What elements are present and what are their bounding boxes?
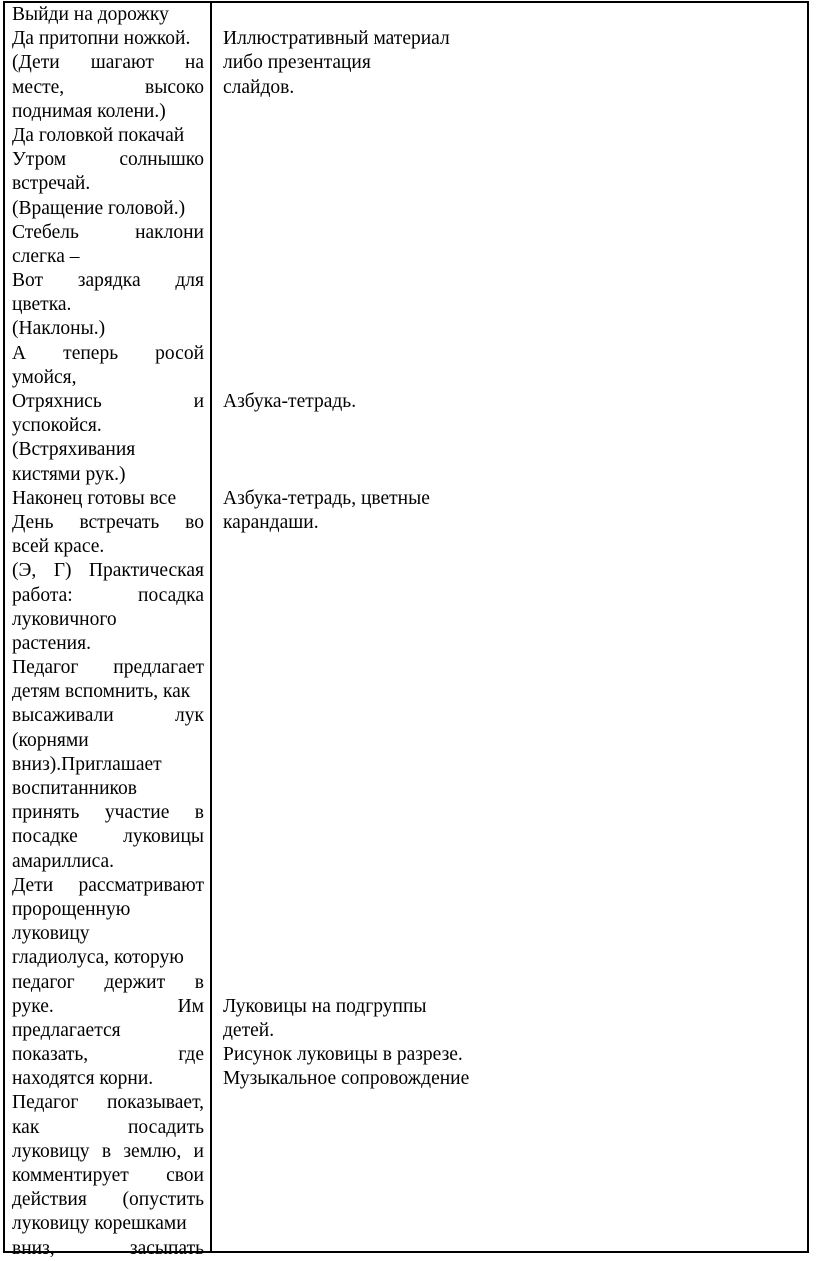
text-line: кистями рук.) bbox=[12, 463, 126, 485]
word: А bbox=[12, 342, 27, 364]
text-line bbox=[12, 1091, 204, 1115]
text-line: поднимая колени.) bbox=[12, 100, 166, 122]
text-line: Наконец готовы все bbox=[12, 487, 177, 509]
text-line bbox=[12, 342, 204, 366]
word: шагают bbox=[90, 52, 154, 74]
text-line bbox=[12, 825, 204, 849]
material-line bbox=[223, 777, 523, 801]
material-line bbox=[223, 342, 523, 366]
word: комментирует bbox=[12, 1165, 129, 1186]
word: Утром bbox=[12, 149, 67, 171]
text-line bbox=[12, 1116, 204, 1140]
text-line bbox=[12, 1140, 204, 1164]
word: на bbox=[184, 52, 204, 74]
word: Вот bbox=[12, 270, 44, 292]
text-line bbox=[12, 584, 204, 608]
word: солнышко bbox=[119, 149, 204, 171]
material-line: Азбука-тетрадь. bbox=[223, 391, 357, 412]
text-line: Выйди на дорожку bbox=[12, 4, 169, 25]
material-line bbox=[223, 898, 523, 922]
material-line bbox=[223, 874, 523, 898]
word: зарядка bbox=[77, 270, 141, 292]
text-line bbox=[12, 995, 204, 1019]
text-line bbox=[12, 269, 204, 293]
word: теперь bbox=[63, 342, 119, 364]
material-line: либо презентация bbox=[223, 52, 371, 74]
text-line: слегка – bbox=[12, 245, 80, 267]
text-line: цветка. bbox=[12, 294, 72, 316]
word: наклони bbox=[135, 221, 204, 243]
text-line bbox=[12, 1188, 204, 1212]
text-line: Да притопни ножкой. bbox=[12, 28, 191, 50]
word: рассматривают bbox=[78, 874, 204, 896]
word: показать, bbox=[12, 1044, 89, 1066]
text-line bbox=[12, 1043, 204, 1067]
material-line bbox=[223, 197, 523, 221]
word: свои bbox=[166, 1165, 204, 1186]
word: (опустить bbox=[122, 1189, 204, 1211]
material-line bbox=[223, 535, 523, 559]
word: Г) bbox=[53, 560, 72, 582]
lesson-table bbox=[3, 1, 809, 1259]
text-line: (Вращение головой.) bbox=[12, 197, 186, 219]
text-line: предлагается bbox=[12, 1019, 121, 1041]
material-line bbox=[223, 172, 523, 196]
text-line: умойся, bbox=[12, 366, 77, 388]
word: предлагает bbox=[113, 657, 204, 679]
text-line: встречай. bbox=[12, 173, 91, 195]
material-line bbox=[223, 317, 523, 341]
material-line: карандаши. bbox=[223, 511, 319, 533]
word: Отряхнись bbox=[12, 391, 102, 412]
text-line: успокойся. bbox=[12, 415, 102, 437]
text-line: гладиолуса, которую bbox=[12, 947, 184, 969]
material-line bbox=[223, 100, 523, 124]
material-line bbox=[223, 414, 523, 438]
word: Педагог bbox=[12, 657, 79, 679]
material-line bbox=[223, 245, 523, 269]
word: участие bbox=[104, 802, 170, 824]
word: как bbox=[12, 1116, 40, 1138]
material-line bbox=[223, 559, 523, 583]
material-line: детей. bbox=[223, 1019, 275, 1041]
word: высоко bbox=[145, 76, 204, 98]
word: посадке bbox=[12, 826, 78, 848]
text-line bbox=[12, 1237, 204, 1261]
word: педагог bbox=[12, 971, 75, 993]
material-line: Луковицы на подгруппы bbox=[223, 995, 427, 1017]
material-line bbox=[223, 608, 523, 632]
text-line: луковичного bbox=[12, 608, 117, 630]
text-line: вниз).Приглашает bbox=[12, 753, 162, 775]
material-line bbox=[223, 704, 523, 728]
word: луковицы bbox=[123, 826, 204, 848]
material-line bbox=[223, 124, 523, 148]
material-line bbox=[223, 656, 523, 680]
material-line bbox=[223, 438, 523, 462]
activity-column bbox=[12, 3, 204, 1261]
word: (Э, bbox=[12, 560, 37, 582]
word: землю, bbox=[123, 1140, 182, 1162]
word: (Дети bbox=[12, 52, 60, 74]
materials-column bbox=[223, 3, 523, 1091]
word: в bbox=[194, 802, 204, 824]
material-line bbox=[223, 632, 523, 656]
word: Педагог bbox=[12, 1092, 79, 1114]
word: День bbox=[12, 511, 54, 533]
text-line bbox=[12, 656, 204, 680]
material-line bbox=[223, 946, 523, 970]
material-line bbox=[223, 729, 523, 753]
word: Стебель bbox=[12, 221, 79, 243]
word: высаживали bbox=[12, 705, 114, 727]
text-line: находятся корни. bbox=[12, 1068, 154, 1090]
material-line: слайдов. bbox=[223, 76, 295, 98]
material-line bbox=[223, 801, 523, 825]
text-line: Да головкой покачай bbox=[12, 124, 185, 146]
material-line bbox=[223, 293, 523, 317]
material-line bbox=[223, 584, 523, 608]
word: Дети bbox=[12, 874, 54, 896]
word: месте, bbox=[12, 76, 65, 98]
text-line bbox=[12, 390, 204, 414]
text-line bbox=[12, 1164, 204, 1188]
word: вниз, bbox=[12, 1237, 55, 1259]
word: встречать bbox=[79, 511, 160, 533]
text-line: амариллиса. bbox=[12, 850, 115, 872]
material-line: Азбука-тетрадь, цветные bbox=[223, 487, 430, 509]
word: в bbox=[194, 971, 204, 993]
text-line bbox=[12, 971, 204, 995]
word: и bbox=[193, 1140, 204, 1162]
text-line bbox=[12, 874, 204, 898]
text-line: растения. bbox=[12, 632, 91, 654]
material-line bbox=[223, 825, 523, 849]
text-line: луковицу корешками bbox=[12, 1213, 187, 1235]
text-line bbox=[12, 559, 204, 583]
material-line bbox=[223, 850, 523, 874]
word: и bbox=[193, 391, 204, 412]
material-line: Музыкальное сопровождение bbox=[223, 1068, 470, 1090]
word: Практическая bbox=[88, 560, 204, 582]
text-line bbox=[12, 511, 204, 535]
text-line: луковицу bbox=[12, 923, 90, 945]
word: росой bbox=[155, 342, 204, 364]
material-line bbox=[223, 922, 523, 946]
material-line: Иллюстративный материал bbox=[223, 28, 450, 50]
material-line: Рисунок луковицы в разрезе. bbox=[223, 1044, 463, 1066]
text-line bbox=[12, 148, 204, 172]
word: показывает, bbox=[106, 1092, 204, 1114]
material-line bbox=[223, 753, 523, 777]
word: во bbox=[185, 511, 204, 533]
word: лук bbox=[175, 705, 204, 727]
text-line bbox=[12, 704, 204, 728]
text-line bbox=[12, 801, 204, 825]
text-line: (корнями bbox=[12, 729, 89, 751]
word: в bbox=[101, 1140, 112, 1162]
text-line: пророщенную bbox=[12, 898, 131, 920]
text-line bbox=[12, 221, 204, 245]
material-line bbox=[223, 366, 523, 390]
word: луковицу bbox=[12, 1140, 90, 1162]
column-divider bbox=[210, 3, 212, 1251]
material-line bbox=[223, 680, 523, 704]
material-line bbox=[223, 269, 523, 293]
word: работа: bbox=[12, 584, 73, 606]
word: где bbox=[178, 1044, 204, 1066]
word: Им bbox=[177, 995, 204, 1017]
word: принять bbox=[12, 802, 80, 824]
material-line bbox=[223, 971, 523, 995]
material-line bbox=[223, 463, 523, 487]
material-line bbox=[223, 148, 523, 172]
text-line bbox=[12, 51, 204, 75]
text-line: воспитанников bbox=[12, 778, 137, 799]
material-line bbox=[223, 221, 523, 245]
text-line: (Наклоны.) bbox=[12, 318, 106, 340]
word: посадить bbox=[128, 1116, 204, 1138]
text-line: (Встряхивания bbox=[12, 439, 136, 461]
text-line bbox=[12, 76, 204, 100]
word: засыпать bbox=[129, 1237, 204, 1259]
word: руке. bbox=[12, 995, 54, 1017]
material-line bbox=[223, 3, 523, 27]
text-line: всей красе. bbox=[12, 536, 105, 558]
word: для bbox=[175, 270, 204, 292]
text-line: детям вспомнить, как bbox=[12, 681, 191, 703]
word: посадка bbox=[138, 584, 204, 606]
word: действия bbox=[12, 1189, 87, 1211]
word: держит bbox=[104, 971, 166, 993]
